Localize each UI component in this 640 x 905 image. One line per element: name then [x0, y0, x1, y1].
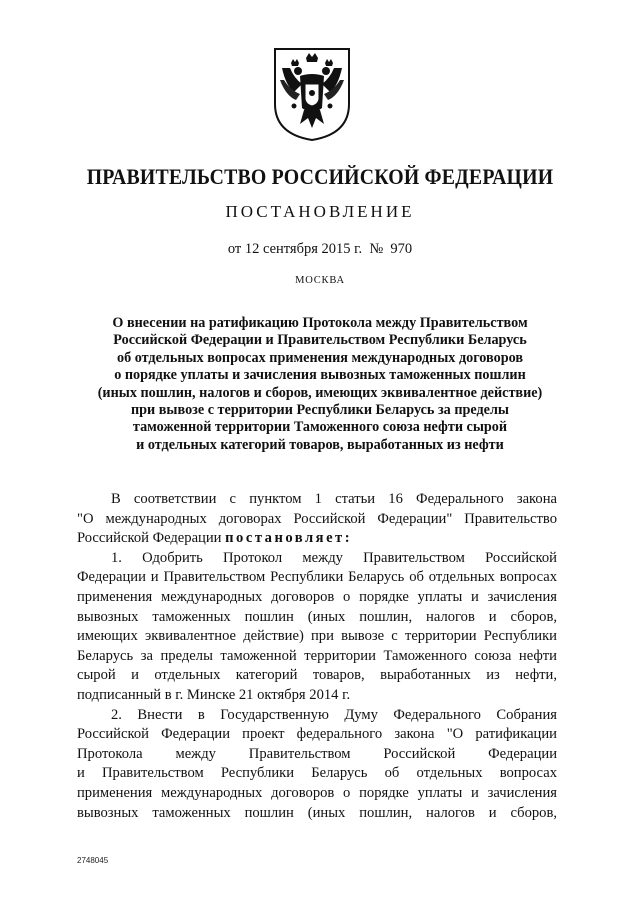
title-line: Российской Федерации и Правительством Республики Беларусь — [113, 332, 527, 349]
body-line: вывозных таможенных пошлин (иных пошлин, налогов и сборов, — [77, 804, 557, 821]
russian-coat-of-arms-icon — [272, 46, 352, 142]
body-line — [77, 529, 557, 549]
operative-word: постановляет: — [225, 530, 353, 547]
body-line: имеющих эквивалентное действие) при вывозе с территории Республики — [77, 628, 557, 645]
body-line: сырой и отдельных категорий товаров, выработанных из нефти, — [77, 667, 557, 684]
resolution-title — [60, 315, 580, 454]
body-line: Протокола между Правительством Российской Федерации — [77, 745, 557, 762]
resolution-body — [77, 490, 557, 823]
title-line: таможенной территории Таможенного союза нефти сырой — [132, 419, 508, 436]
title-line: (иных пошлин, налогов и сборов, имеющих эквивалентное действие) — [97, 384, 543, 401]
body-text: Российской Федерации — [77, 530, 226, 547]
title-line: и отдельных категорий товаров, выработанных из нефти — [136, 436, 504, 453]
body-line: В соответствии с пунктом 1 статьи 16 Федерального закона — [111, 491, 557, 507]
date-and-number: от 12 сентября 2015 г. № 970 — [227, 241, 413, 257]
body-line: подписанный в г. Минске 21 октября 2014 г. — [77, 686, 351, 703]
document-type: ПОСТАНОВЛЕНИЕ — [225, 202, 415, 221]
title-line: при вывозе с территории Республики Беларусь за пределы — [130, 402, 510, 419]
government-heading: ПРАВИТЕЛЬСТВО РОССИЙСКОЙ ФЕДЕРАЦИИ — [86, 164, 554, 189]
body-line: применения международных договоров о порядке уплаты и зачисления — [77, 784, 557, 801]
body-line: 1. Одобрить Протокол между Правительством Российской — [111, 549, 557, 566]
body-line: "О международных договорах Российской Федерации" Правительство — [77, 510, 557, 527]
body-line: вывозных таможенных пошлин (иных пошлин, налогов и сборов, — [77, 608, 557, 625]
title-line: об отдельных вопросах применения международных договоров — [117, 349, 523, 366]
document-code: 2748045 — [77, 856, 109, 865]
body-line: Российской Федерации проект федерального закона "О ратификации — [77, 726, 557, 743]
body-line: применения международных договоров о порядке уплаты и зачисления — [77, 588, 557, 605]
city: МОСКВА — [295, 275, 345, 286]
title-line: О внесении на ратификацию Протокола между Правительством — [112, 315, 528, 331]
title-line: о порядке уплаты и зачисления вывозных таможенных пошлин — [114, 367, 526, 384]
body-line: и Правительством Республики Беларусь об отдельных вопросах — [77, 765, 557, 782]
body-line: Федерации и Правительством Республики Беларусь об отдельных вопросах — [77, 569, 557, 586]
body-line: Беларусь за пределы таможенной территории Таможенного союза нефти — [77, 647, 557, 664]
body-line: 2. Внести в Государственную Думу Федерального Собрания — [111, 706, 557, 723]
